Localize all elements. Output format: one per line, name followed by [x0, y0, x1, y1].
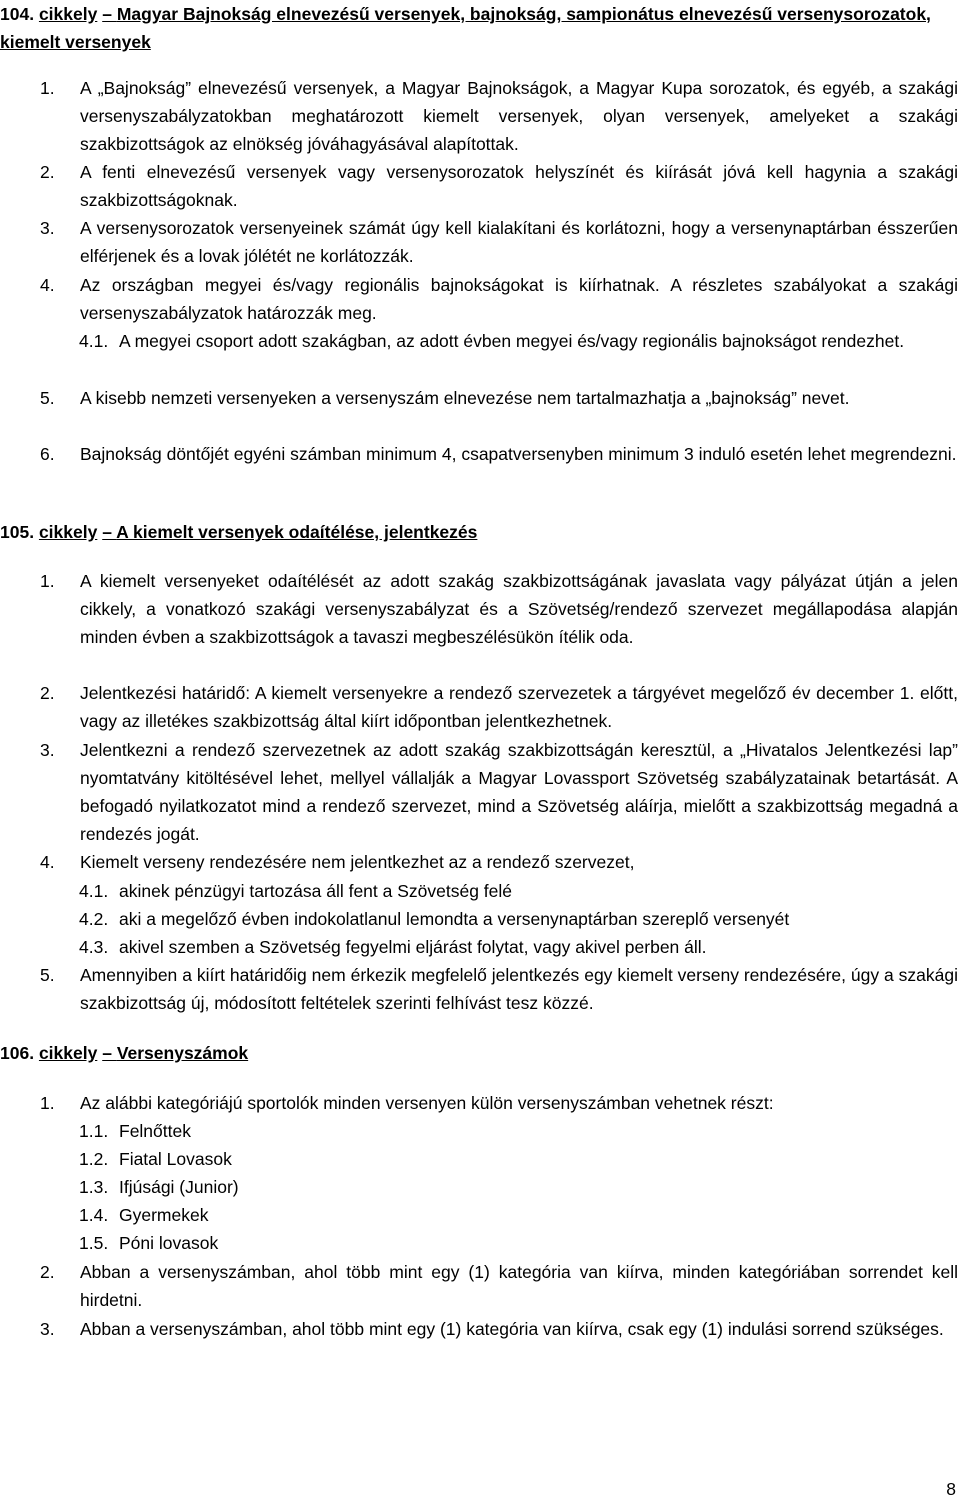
list-item-text: akinek pénzügyi tartozása áll fent a Szövetség felé	[119, 881, 513, 901]
list-item-text: A kisebb nemzeti versenyeken a versenyszám elnevezése nem tartalmazhatja a „bajnokság” nevet.	[80, 388, 850, 408]
list-item-number: 1.1.	[79, 1121, 109, 1141]
list-item	[40, 1315, 958, 1371]
list-item	[40, 440, 958, 496]
list-item	[79, 933, 958, 961]
section-106-heading: 106. cikkely – Versenyszámok	[0, 1043, 249, 1063]
list-item	[40, 567, 958, 679]
list-item-text: Ifjúsági (Junior)	[119, 1177, 239, 1197]
list-item-number: 1.	[40, 1093, 55, 1113]
section-104-heading: 104. cikkely – Magyar Bajnokság elnevezésű versenyek, bajnokság, sampionátus elnevezésű versenysorozatok, kiemelt versenyek	[0, 4, 931, 52]
list-item	[79, 1117, 958, 1145]
section-104-keyword: cikkely	[38, 4, 98, 24]
list-item-text: Bajnokság döntőjét egyéni számban minimum 4, csapatversenyben minimum 3 induló esetén lehet megrendezni.	[80, 444, 957, 464]
section-106-keyword: cikkely	[38, 1043, 98, 1063]
list-item-text: A versenysorozatok versenyeinek számát úgy kell kialakítani és korlátozni, hogy a versenynaptárban ésszerűen elférjenek és a lovak jólétét ne korlátozzák.	[80, 218, 958, 266]
list-item	[40, 1089, 958, 1117]
section-106-title: Versenyszámok	[116, 1043, 249, 1063]
list-item-text: Gyermekek	[119, 1205, 209, 1225]
list-item	[40, 74, 958, 158]
list-item-number: 3.	[40, 218, 55, 238]
section-105-title: A kiemelt versenyek odaítélése, jelentkezés	[116, 522, 478, 542]
list-item-text: Póni lovasok	[119, 1233, 219, 1253]
list-item-number: 1.	[40, 78, 55, 98]
list-item-number: 3.	[40, 740, 55, 760]
list-item-text: aki a megelőző évben indokolatlanul lemondta a versenynaptárban szereplő versenyét	[119, 909, 790, 929]
list-item-number: 4.2.	[79, 909, 109, 929]
list-item	[40, 214, 958, 270]
list-item-text: Az alábbi kategóriájú sportolók minden versenyen külön versenyszámban vehetnek részt:	[80, 1093, 774, 1113]
list-item-text: Felnőttek	[119, 1121, 191, 1141]
list-item-text: Jelentkezni a rendező szervezetnek az adott szakág szakbizottságán keresztül, a „Hivatalos Jelentkezési lap” nyomtatvány kitöltésével lehet, mellyel vállalják a Magyar Lovassport Szövetség szabályzatainak betartását. A befogadó nyilatkozatot mind a rendező szervezet, mind a Szövetség aláírja, mielőtt a szakbizottság megadná a rendezés jogát.	[80, 740, 958, 844]
list-item-text: A kiemelt versenyeket odaítélését az adott szakág szakbizottságának javaslata vagy pályázat útján a jelen cikkely, a vonatkozó szakági versenyszabályzat és a Szövetség/rendező szervezet megállapodása alapján minden évben a szakbizottságok a tavaszi megbeszélésükön ítélik oda.	[80, 571, 958, 647]
list-item-number: 1.	[40, 571, 55, 591]
list-item-number: 4.1.	[79, 881, 109, 901]
list-item-number: 1.5.	[79, 1233, 109, 1253]
list-item	[79, 877, 958, 905]
list-item-text: Amennyiben a kiírt határidőig nem érkezik megfelelő jelentkezés egy kiemelt verseny rendezésére, úgy a szakági szakbizottság új, módosított feltételek szerinti felhívást tesz közzé.	[80, 965, 958, 1013]
list-item-number: 5.	[40, 388, 55, 408]
list-item-number: 4.3.	[79, 937, 109, 957]
list-item	[40, 271, 958, 327]
list-item	[40, 848, 958, 876]
list-item	[79, 1201, 958, 1229]
list-item-text: A „Bajnokság” elnevezésű versenyek, a Magyar Bajnokságok, a Magyar Kupa sorozatok, és egyéb, a szakági versenyszabályzatokban meghatározott kiemelt versenyek, olyan versenyek, amelyeket a szakági szakbizottságok az elnökség jóváhagyásával alapítottak.	[80, 78, 958, 154]
list-item-text: Fiatal Lovasok	[119, 1149, 232, 1169]
list-item-text: Jelentkezési határidő: A kiemelt versenyekre a rendező szervezetek a tárgyévet megelőző év december 1. előtt, vagy az illetékes szakbizottság által kiírt időpontban jelentkezhetnek.	[80, 683, 958, 731]
list-item-text: Kiemelt verseny rendezésére nem jelentkezhet az a rendező szervezet,	[80, 852, 635, 872]
list-item-number: 2.	[40, 683, 55, 703]
list-item-text: akivel szemben a Szövetség fegyelmi eljárást folytat, vagy akivel perben áll.	[119, 937, 707, 957]
list-item	[79, 1145, 958, 1173]
list-item-text: Az országban megyei és/vagy regionális bajnokságokat is kiírhatnak. A részletes szabályokat a szakági versenyszabályzatok határozzák meg.	[80, 275, 958, 323]
list-item	[79, 327, 958, 383]
list-item-number: 2.	[40, 162, 55, 182]
list-item-number: 4.1.	[79, 331, 109, 351]
list-item-text: Abban a versenyszámban, ahol több mint egy (1) kategória van kiírva, csak egy (1) indulási sorrend szükséges.	[80, 1319, 944, 1339]
list-item	[40, 1258, 958, 1314]
section-106-number: 106.	[0, 1043, 35, 1063]
list-item-number: 5.	[40, 965, 55, 985]
list-item-number: 1.4.	[79, 1205, 109, 1225]
list-item-number: 4.	[40, 275, 55, 295]
section-104-number: 104.	[0, 4, 35, 24]
section-105-number: 105.	[0, 522, 35, 542]
page-number: 8	[946, 1479, 956, 1499]
list-item-number: 1.2.	[79, 1149, 109, 1169]
list-item-number: 4.	[40, 852, 55, 872]
section-105-heading: 105. cikkely – A kiemelt versenyek odaítélése, jelentkezés	[0, 522, 478, 542]
list-item	[40, 384, 958, 440]
list-item-text: Abban a versenyszámban, ahol több mint egy (1) kategória van kiírva, minden kategóriában sorrendet kell hirdetni.	[80, 1262, 958, 1310]
list-item	[79, 1229, 958, 1257]
list-item-number: 3.	[40, 1319, 55, 1339]
section-105-keyword: cikkely	[38, 522, 98, 542]
list-item	[40, 961, 958, 1017]
list-item	[40, 158, 958, 214]
list-item	[79, 905, 958, 933]
list-item-number: 2.	[40, 1262, 55, 1282]
list-item-number: 6.	[40, 444, 55, 464]
list-item-number: 1.3.	[79, 1177, 109, 1197]
list-item-text: A fenti elnevezésű versenyek vagy versenysorozatok helyszínét és kiírását jóvá kell hagynia a szakági szakbizottságoknak.	[80, 162, 958, 210]
list-item	[40, 736, 958, 848]
list-item	[79, 1173, 958, 1201]
list-item-text: A megyei csoport adott szakágban, az adott évben megyei és/vagy regionális bajnokságot rendezhet.	[119, 331, 905, 351]
list-item	[40, 679, 958, 735]
section-104-title: Magyar Bajnokság elnevezésű versenyek, bajnokság, sampionátus elnevezésű versenysorozatok, kiemelt versenyek	[0, 4, 931, 52]
